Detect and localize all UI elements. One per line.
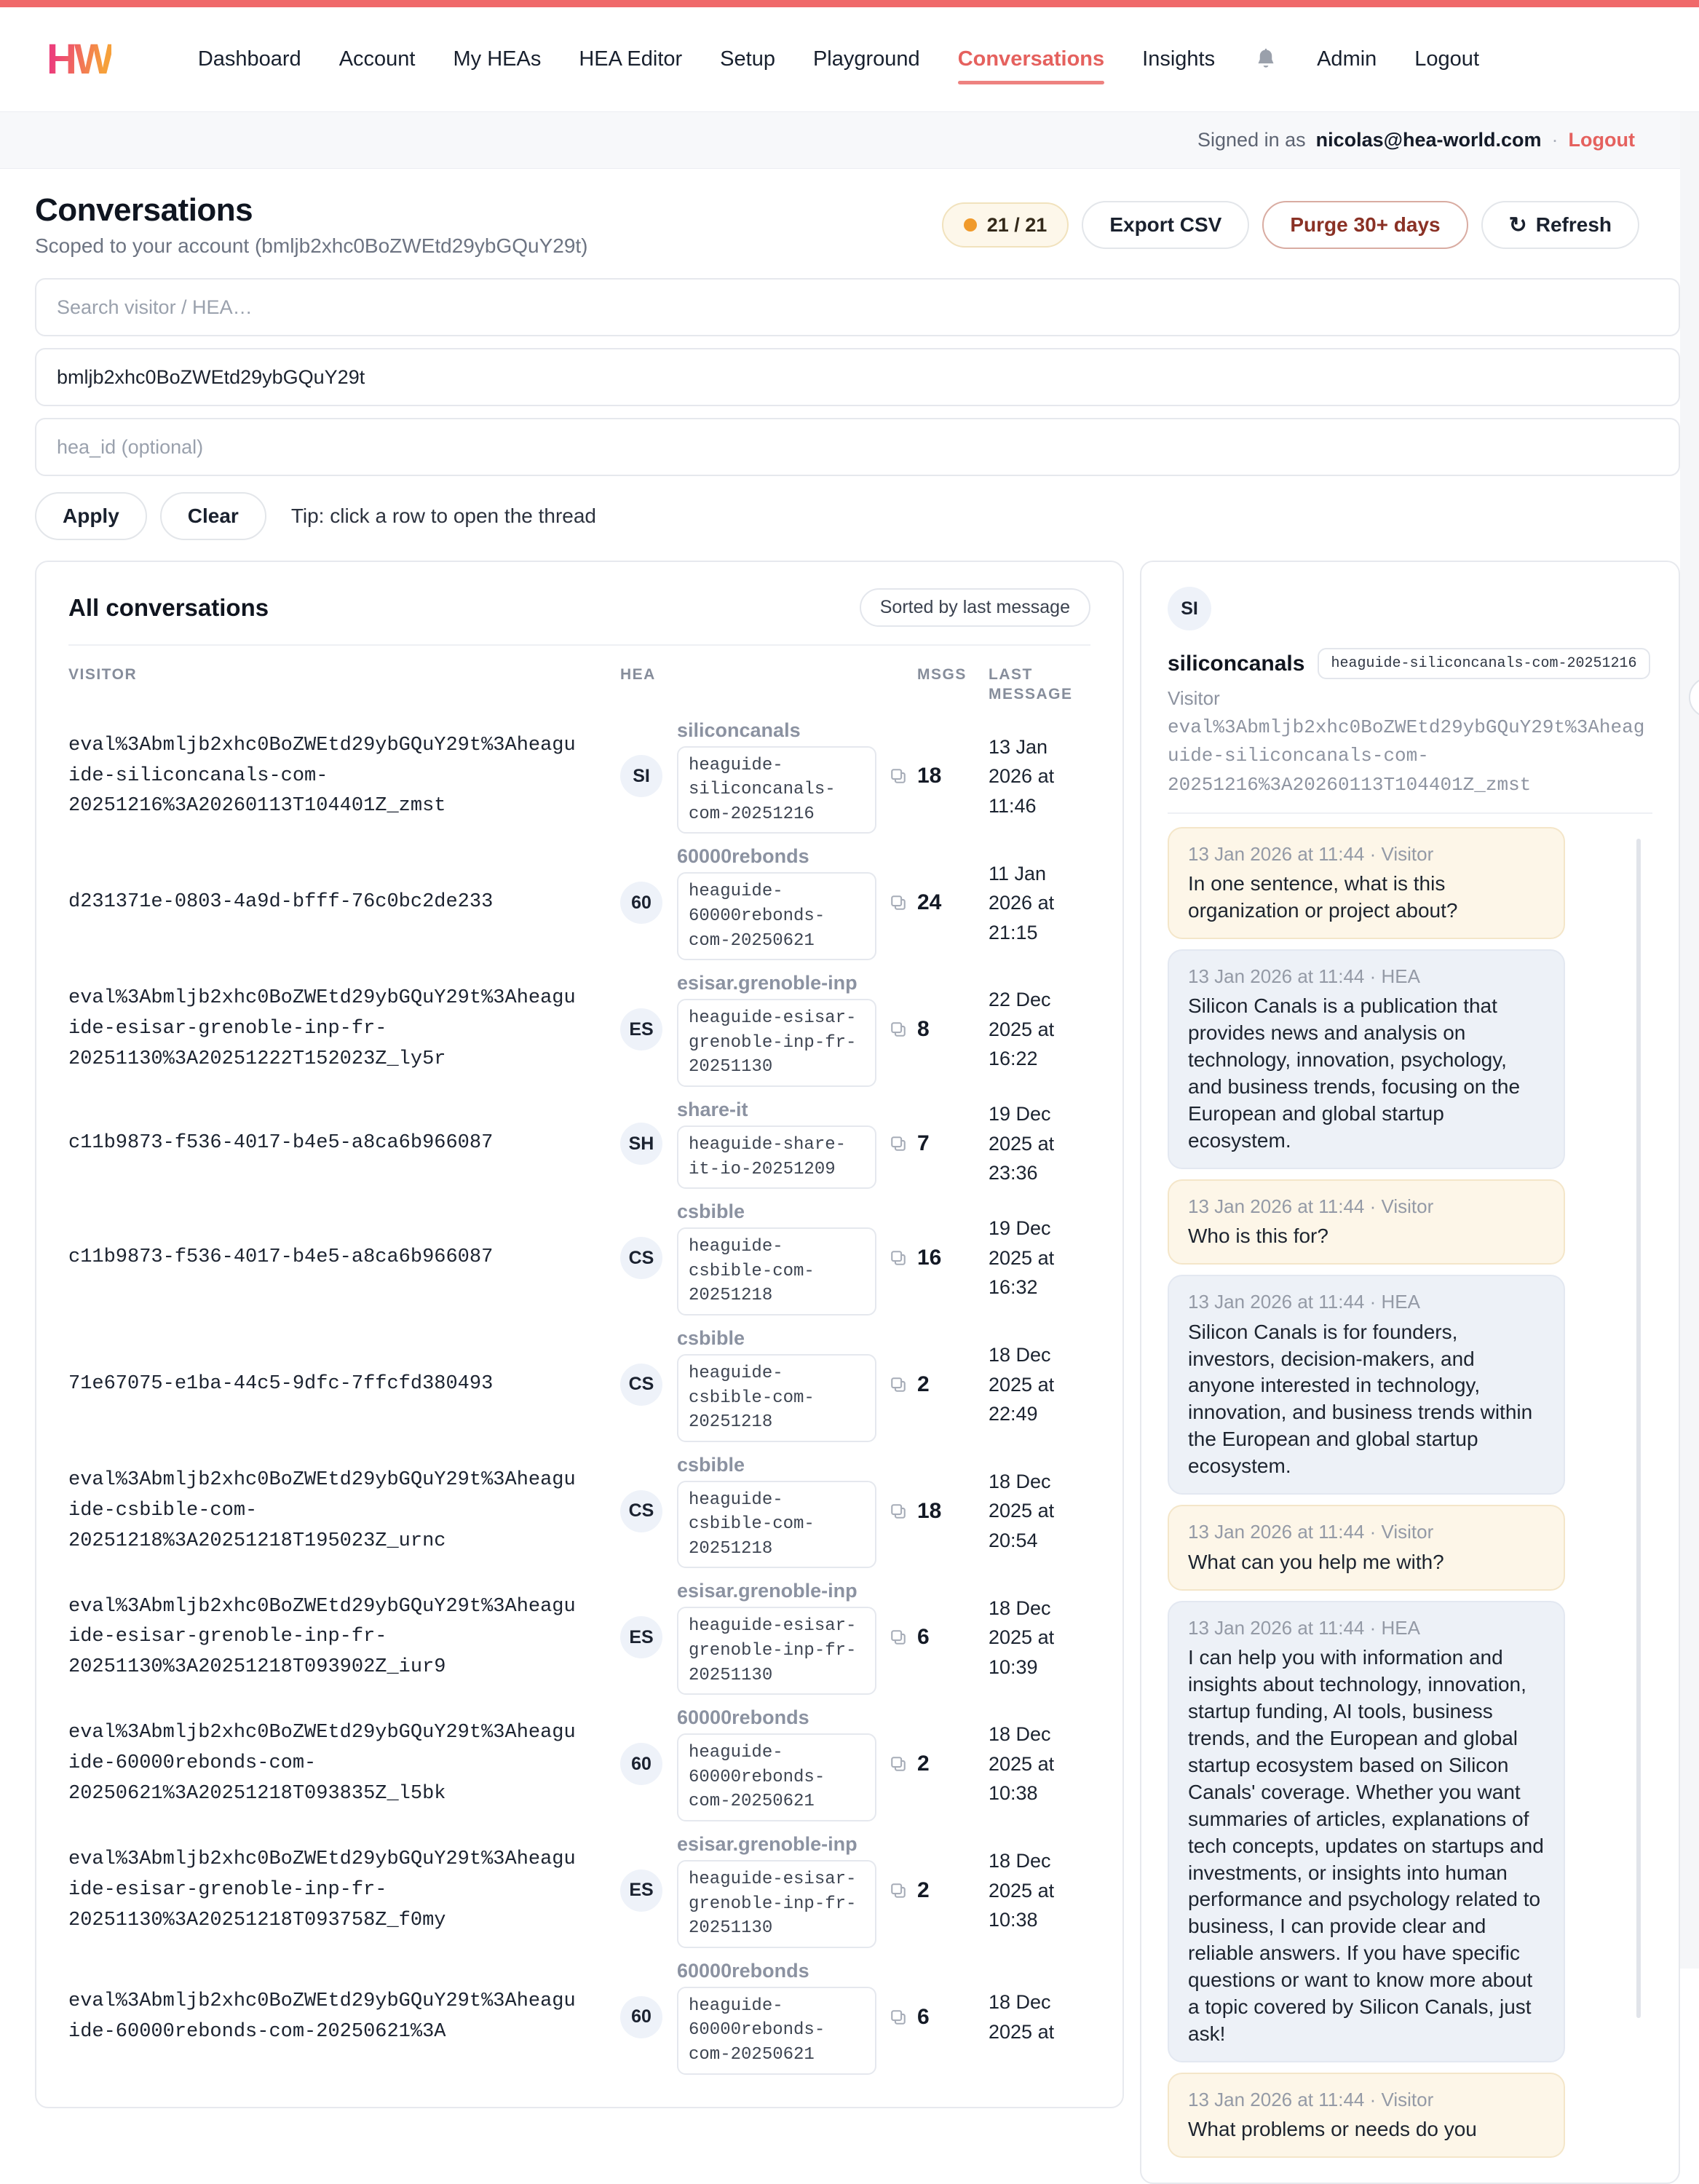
nav-item[interactable]: Admin	[1317, 47, 1377, 71]
hea-name: csbible	[677, 1200, 745, 1223]
last-message-date: 18 Dec 2025 at 20:54	[989, 1470, 1055, 1551]
separator-dot: ·	[1551, 129, 1559, 151]
conversation-count-badge	[942, 202, 1069, 248]
hea-cell	[620, 1580, 911, 1695]
sort-badge: Sorted by last message	[860, 588, 1090, 627]
message-text: Who is this for?	[1188, 1224, 1328, 1248]
hea-name: 60000rebonds	[677, 1959, 809, 1982]
nav-item[interactable]: HEA Editor	[579, 47, 683, 71]
table-row[interactable]	[68, 966, 1090, 1093]
thread-scrollbar-thumb[interactable]	[1636, 839, 1641, 2018]
hea-id-chip: heaguide-csbible-com-20251218	[677, 1227, 876, 1315]
nav-item[interactable]: My HEAs	[453, 47, 542, 71]
hea-cell	[620, 1454, 911, 1569]
hea-id-chip: heaguide-csbible-com-20251218	[677, 1481, 876, 1569]
message-count: 6	[917, 2004, 930, 2029]
avatar: SH	[620, 1123, 662, 1165]
table-row[interactable]	[68, 1954, 1090, 2081]
visitor-id: eval%3Abmljb2xhc0BoZWEtd29ybGQuY29t%3Aheaguide-esisar-grenoble-inp-fr-20251130%3A20251222T152023Z_ly5r	[68, 987, 576, 1070]
avatar: 60	[620, 1996, 662, 2038]
last-message-date: 13 Jan 2026 at 11:46	[989, 735, 1055, 817]
title-row	[35, 192, 1680, 258]
copy-icon[interactable]	[888, 1019, 908, 1040]
copy-icon[interactable]	[888, 1880, 908, 1901]
hea-info	[677, 972, 876, 1087]
message-meta: 13 Jan 2026 at 11:44 · Visitor	[1188, 2089, 1434, 2111]
signed-in-prefix: Signed in as	[1197, 129, 1306, 151]
tip-text: Tip: click a row to open the thread	[290, 505, 597, 527]
visitor-id: eval%3Abmljb2xhc0BoZWEtd29ybGQuY29t%3Aheaguide-60000rebonds-com-20250621%3A20251218T093835Z_l5bk	[68, 1722, 576, 1805]
table-row[interactable]	[68, 1448, 1090, 1575]
message-count: 6	[917, 1625, 930, 1650]
message-text: What can you help me with?	[1188, 1550, 1444, 1573]
table-row[interactable]	[68, 713, 1090, 840]
message-count: 18	[917, 764, 942, 788]
page-title: Conversations	[35, 192, 253, 228]
hea-cell	[620, 719, 911, 834]
message-list	[1168, 827, 1652, 2159]
hea-name: esisar.grenoble-inp	[677, 1833, 858, 1856]
refresh-label: Refresh	[1535, 213, 1612, 236]
message-text: Silicon Canals is for founders, investors, decision-makers, and anyone interested in technology, innovation, and business trends within the European and global startup ecosystem.	[1188, 1320, 1533, 1478]
avatar: 60	[620, 882, 662, 924]
message-bubble	[1168, 827, 1565, 939]
copy-icon[interactable]	[888, 1248, 908, 1268]
table-row[interactable]	[68, 839, 1090, 966]
visitor-id: eval%3Abmljb2xhc0BoZWEtd29ybGQuY29t%3Aheaguide-60000rebonds-com-20250621%3A	[68, 1990, 576, 2043]
visitor-id: d231371e-0803-4a9d-bfff-76c0bc2de233	[68, 891, 494, 914]
message-bubble	[1168, 949, 1565, 1169]
message-count: 2	[917, 1372, 930, 1396]
table-row[interactable]	[68, 1827, 1090, 1954]
avatar: CS	[620, 1490, 662, 1532]
thread-hea-id-chip: heaguide-siliconcanals-com-20251216	[1318, 648, 1650, 679]
table-row[interactable]	[68, 1321, 1090, 1448]
toolbar	[942, 201, 1639, 249]
search-input[interactable]	[35, 278, 1680, 336]
message-text: What problems or needs do you	[1188, 2118, 1477, 2141]
main-nav	[198, 47, 1479, 73]
visitor-id: c11b9873-f536-4017-b4e5-a8ca6b966087	[68, 1132, 494, 1155]
nav-item[interactable]: Account	[338, 47, 416, 71]
avatar: CS	[620, 1364, 662, 1406]
last-message-date: 19 Dec 2025 at 16:32	[989, 1217, 1055, 1299]
last-message-date: 18 Dec 2025 at 10:38	[989, 1850, 1055, 1931]
message-count: 2	[917, 1752, 930, 1776]
copy-icon[interactable]	[888, 1754, 908, 1774]
avatar: SI	[620, 755, 662, 797]
message-bubble	[1168, 1179, 1565, 1265]
top-accent-bar	[0, 0, 1699, 7]
avatar: ES	[620, 1616, 662, 1658]
hea-id-chip: heaguide-siliconcanals-com-20251216	[677, 746, 876, 834]
message-bubble	[1168, 2073, 1565, 2158]
clear-button[interactable]: Clear	[160, 492, 266, 540]
hea-id-chip: heaguide-esisar-grenoble-inp-fr-20251130	[677, 999, 876, 1087]
nav-item[interactable]: Playground	[812, 47, 920, 71]
message-count: 2	[917, 1878, 930, 1902]
message-bubble	[1168, 1505, 1565, 1590]
copy-icon[interactable]	[888, 1133, 908, 1154]
nav-item[interactable]: Insights	[1142, 47, 1216, 71]
message-meta: 13 Jan 2026 at 11:44 · HEA	[1188, 965, 1420, 987]
hea-name: siliconcanals	[677, 719, 801, 741]
logout-link[interactable]: Logout	[1568, 129, 1635, 151]
title-block	[35, 192, 588, 258]
hea-cell	[620, 1327, 911, 1442]
visitor-id: eval%3Abmljb2xhc0BoZWEtd29ybGQuY29t%3Aheaguide-csbible-com-20251218%3A20251218T195023Z_urnc	[68, 1468, 576, 1552]
hea-id-chip: heaguide-60000rebonds-com-20250621	[677, 1733, 876, 1821]
filters	[35, 278, 1680, 476]
filter-actions-row	[35, 492, 1680, 540]
visitor-id: eval%3Abmljb2xhc0BoZWEtd29ybGQuY29t%3Aheaguide-esisar-grenoble-inp-fr-20251130%3A20251218T093758Z_f0my	[68, 1848, 576, 1931]
message-count: 16	[917, 1246, 942, 1270]
message-bubble	[1168, 1601, 1565, 2063]
thread-visitor-line	[1168, 685, 1652, 799]
copy-icon[interactable]	[888, 1501, 908, 1522]
list-title: All conversations	[68, 593, 269, 621]
avatar: ES	[620, 1870, 662, 1912]
last-message-date: 22 Dec 2025 at 16:22	[989, 989, 1055, 1070]
thread-title-row	[1168, 648, 1652, 679]
message-meta: 13 Jan 2026 at 11:44 · Visitor	[1188, 1195, 1434, 1217]
last-message-date: 18 Dec 2025 at 22:49	[989, 1344, 1055, 1425]
hea-cell	[620, 1200, 911, 1315]
message-count: 24	[917, 890, 942, 915]
hea-info	[677, 845, 876, 960]
hea-info	[677, 1200, 876, 1315]
message-meta: 13 Jan 2026 at 11:44 · HEA	[1188, 1291, 1420, 1313]
table-row[interactable]	[68, 1195, 1090, 1321]
refresh-icon: ↻	[1508, 213, 1527, 237]
hea-name: csbible	[677, 1326, 745, 1349]
message-text: Silicon Canals is a publication that provides news and analysis on technology, innovation, psychology, and business trends, focusing on the European and global startup ecosystem.	[1188, 994, 1521, 1152]
count-badge-label: 21 / 21	[986, 213, 1047, 236]
visitor-id: 71e67075-e1ba-44c5-9dfc-7ffcfd380493	[68, 1372, 494, 1395]
thread-hea-name: siliconcanals	[1168, 651, 1305, 676]
hea-name: esisar.grenoble-inp	[677, 1580, 858, 1602]
column-header-hea: HEA	[620, 666, 656, 683]
hea-info	[677, 719, 876, 834]
avatar: ES	[620, 1008, 662, 1051]
table-row[interactable]	[68, 1701, 1090, 1827]
message-text: I can help you with information and insights about technology, innovation, startup funding, AI tools, business trends, and the European and global startup ecosystem based on Silicon Canals' coverage. Whether you want summaries of articles, explanations of tech concepts, updates on startups and investments, or insights into human performance and psychology related to business, I can provide clear and reliable answers. If you have specific questions or want to know more about a topic covered by Silicon Canals, just ask!	[1188, 1645, 1544, 2046]
divider	[1168, 812, 1652, 814]
nav-item[interactable]: Dashboard	[197, 47, 301, 71]
copy-icon[interactable]	[888, 1627, 908, 1647]
hea-cell	[620, 1833, 911, 1948]
column-header-visitor: VISITOR	[68, 666, 138, 683]
signed-in-email: nicolas@hea-world.com	[1315, 129, 1542, 151]
hea-name: esisar.grenoble-inp	[677, 972, 858, 994]
copy-icon[interactable]	[888, 766, 908, 786]
refresh-button[interactable]	[1481, 201, 1639, 249]
hea-cell	[620, 1960, 911, 2075]
main-content	[0, 169, 1699, 2184]
export-csv-button[interactable]: Export CSV	[1082, 201, 1249, 249]
thread-visitor-label: Visitor	[1168, 687, 1220, 709]
hea-id-chip: heaguide-esisar-grenoble-inp-fr-20251130	[677, 1860, 876, 1948]
hea-info	[677, 1706, 876, 1821]
message-bubble	[1168, 1275, 1565, 1495]
column-header-msgs: MSGS	[917, 666, 967, 683]
conversations-list-card	[35, 561, 1124, 2108]
message-count: 18	[917, 1498, 942, 1523]
table-row[interactable]	[68, 1574, 1090, 1701]
nav-item[interactable]: Conversations	[957, 47, 1105, 71]
last-message-date: 19 Dec 2025 at 23:36	[989, 1103, 1055, 1184]
hea-id-input[interactable]	[35, 418, 1680, 476]
copy-icon[interactable]	[888, 2007, 908, 2027]
purge-button[interactable]: Purge 30+ days	[1262, 201, 1468, 249]
table-row[interactable]	[68, 1093, 1090, 1195]
message-count: 7	[917, 1131, 930, 1156]
message-meta: 13 Jan 2026 at 11:44 · Visitor	[1188, 1521, 1434, 1543]
visitor-id: eval%3Abmljb2xhc0BoZWEtd29ybGQuY29t%3Aheaguide-siliconcanals-com-20251216%3A20260113T104401Z_zmst	[68, 734, 576, 818]
content-columns	[35, 561, 1680, 2184]
signed-in-bar	[0, 112, 1699, 169]
hea-info	[677, 1327, 876, 1442]
hea-cell	[620, 1099, 911, 1189]
copy-icon[interactable]	[888, 893, 908, 913]
list-header	[68, 588, 1090, 627]
avatar: CS	[620, 1237, 662, 1279]
message-meta: 13 Jan 2026 at 11:44 · HEA	[1188, 1616, 1420, 1639]
hea-id-chip: heaguide-60000rebonds-com-20250621	[677, 1987, 876, 2075]
notifications-bell-icon[interactable]	[1253, 47, 1279, 73]
last-message-date: 18 Dec 2025 at 10:38	[989, 1723, 1055, 1805]
column-header-last-message: LAST MESSAGE	[989, 666, 1073, 703]
message-meta: 13 Jan 2026 at 11:44 · Visitor	[1188, 842, 1434, 865]
hea-info	[677, 1099, 876, 1189]
app-logo: HW	[47, 36, 111, 83]
app-header	[0, 7, 1699, 112]
last-message-date: 11 Jan 2026 at 21:15	[989, 862, 1055, 943]
hea-name: share-it	[677, 1098, 748, 1120]
conversation-rows	[68, 713, 1090, 2081]
last-message-date: 18 Dec 2025 at	[989, 1991, 1055, 2043]
hea-name: csbible	[677, 1453, 745, 1476]
nav-item[interactable]: Setup	[720, 47, 775, 71]
hea-cell	[620, 972, 911, 1087]
hea-cell	[620, 845, 911, 960]
thread-avatar: SI	[1168, 587, 1211, 630]
visitor-id: eval%3Abmljb2xhc0BoZWEtd29ybGQuY29t%3Aheaguide-esisar-grenoble-inp-fr-20251130%3A20251218T093902Z_iur9	[68, 1595, 576, 1679]
hea-id-chip: heaguide-share-it-io-20251209	[677, 1125, 876, 1189]
avatar: 60	[620, 1743, 662, 1785]
last-message-date: 18 Dec 2025 at 10:39	[989, 1597, 1055, 1678]
table-column-headers	[68, 646, 1090, 713]
hea-info	[677, 1454, 876, 1569]
thread-visitor-id: eval%3Abmljb2xhc0BoZWEtd29ybGQuY29t%3Aheaguide-siliconcanals-com-20251216%3A20260113T104401Z_zmst	[1168, 716, 1645, 796]
hea-id-chip: heaguide-esisar-grenoble-inp-fr-20251130	[677, 1607, 876, 1695]
hea-id-chip: heaguide-csbible-com-20251218	[677, 1354, 876, 1442]
apply-button[interactable]: Apply	[35, 492, 147, 540]
hea-info	[677, 1960, 876, 2075]
thread-detail-card	[1140, 561, 1680, 2184]
visitor-id: c11b9873-f536-4017-b4e5-a8ca6b966087	[68, 1246, 494, 1269]
page-scrollbar-track[interactable]	[1680, 112, 1699, 1969]
message-text: In one sentence, what is this organization or project about?	[1188, 872, 1458, 922]
message-count: 8	[917, 1017, 930, 1042]
copy-icon[interactable]	[888, 1374, 908, 1395]
nav-item[interactable]: Logout	[1414, 47, 1479, 71]
page-subtitle: Scoped to your account (bmljb2xhc0BoZWEtd29ybGQuY29t)	[35, 234, 588, 257]
hea-cell	[620, 1706, 911, 1821]
account-input[interactable]	[35, 348, 1680, 406]
hea-info	[677, 1580, 876, 1695]
status-dot-icon	[964, 218, 977, 232]
hea-id-chip: heaguide-60000rebonds-com-20250621	[677, 872, 876, 960]
hea-name: 60000rebonds	[677, 845, 809, 868]
hea-info	[677, 1833, 876, 1948]
hea-name: 60000rebonds	[677, 1706, 809, 1729]
